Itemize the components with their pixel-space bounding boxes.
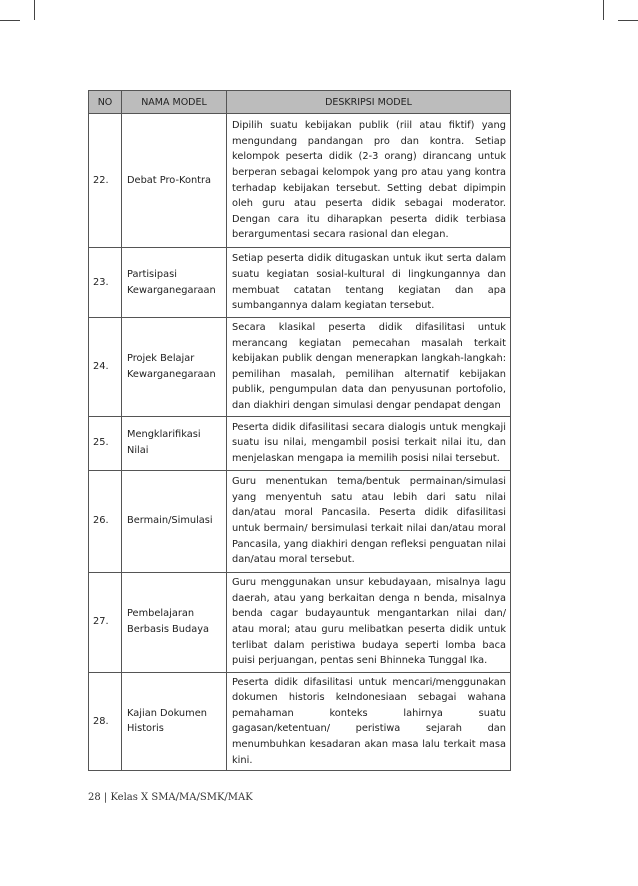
header-deskripsi-model: DESKRIPSI MODEL	[227, 91, 511, 114]
table-row	[89, 318, 511, 417]
row-number: 27.	[89, 572, 122, 672]
row-number: 25.	[89, 416, 122, 470]
model-name: Kajian Dokumen Historis	[122, 672, 227, 771]
model-name: Partisipasi Kewarganegaraan	[122, 248, 227, 318]
table-row	[89, 572, 511, 672]
model-description: Guru menentukan tema/bentuk permainan/simulasi yang menyentuh satu atau lebih dari satu nilai dan/atau moral Pancasila. Peserta didik difasilitasi untuk bermain/ bersimulasi terkait nilai dan/atau moral Pancasila, yang diakhiri dengan refleksi penguatan nilai dan/atau moral tersebut.	[227, 470, 511, 572]
model-name: Debat Pro-Kontra	[122, 114, 227, 248]
model-description: Setiap peserta didik ditugaskan untuk ikut serta dalam suatu kegiatan sosial-kultural di lingkungannya dan membuat catatan tentang kegiatan dan apa sumbangannya dalam kegiatan tersebut.	[227, 248, 511, 318]
table-row	[89, 416, 511, 470]
model-name: Projek Belajar Kewarganegaraan	[122, 318, 227, 417]
model-description: Peserta didik difasilitasi untuk mencari/menggunakan dokumen historis keIndonesiaan sebagai wahana pemahaman konteks lahirnya suatu gagasan/ketentuan/ peristiwa sejarah dan menumbuhkan kesadaran akan masa lalu terkait masa kini.	[227, 672, 511, 771]
header-nama-model: NAMA MODEL	[122, 91, 227, 114]
crop-mark-top-right-v	[603, 0, 604, 20]
table-header-row	[89, 91, 511, 114]
table-row	[89, 470, 511, 572]
crop-mark-top-right-h	[618, 20, 638, 21]
model-table	[88, 90, 511, 771]
model-name: Pembelajaran Berbasis Budaya	[122, 572, 227, 672]
row-number: 22.	[89, 114, 122, 248]
table-row	[89, 114, 511, 248]
model-description: Secara klasikal peserta didik difasilitasi untuk merancang kegiatan pemecahan masalah terkait kebijakan publik dengan menerapkan langkah-langkah: pemilihan masalah, pemilihan alternatif kebijakan publik, pengumpulan data dan penyusunan portofolio, dan diakhiri dengan simulasi dengar pendapat dengan	[227, 318, 511, 417]
model-description: Peserta didik difasilitasi secara dialogis untuk mengkaji suatu isu nilai, mengambil posisi terkait nilai itu, dan menjelaskan mengapa ia memilih posisi nilai tersebut.	[227, 416, 511, 470]
model-name: Mengklarifikasi Nilai	[122, 416, 227, 470]
page-footer: 28 | Kelas X SMA/MA/SMK/MAK	[88, 792, 253, 803]
crop-mark-top-left-v	[34, 0, 35, 20]
row-number: 24.	[89, 318, 122, 417]
row-number: 26.	[89, 470, 122, 572]
model-name: Bermain/Simulasi	[122, 470, 227, 572]
row-number: 28.	[89, 672, 122, 771]
model-description: Dipilih suatu kebijakan publik (riil atau fiktif) yang mengundang pandangan pro dan kontra. Setiap kelompok peserta didik (2-3 orang) dirancang untuk berperan sebagai kelompok yang pro atau yang kontra terhadap kebijakan tersebut. Setting debat dipimpin oleh guru atau peserta didik sebagai moderator. Dengan cara itu diharapkan peserta didik terbiasa berargumentasi secara rasional dan elegan.	[227, 114, 511, 248]
table-row	[89, 672, 511, 771]
crop-mark-top-left-h	[0, 20, 20, 21]
header-no: NO	[89, 91, 122, 114]
model-description: Guru menggunakan unsur kebudayaan, misalnya lagu daerah, atau yang berkaitan denga n benda, misalnya benda cagar budayauntuk mengantarkan nilai dan/ atau moral; atau guru melibatkan peserta didik untuk terlibat dalam peristiwa budaya seperti lomba baca puisi perjuangan, pentas seni Bhinneka Tunggal Ika.	[227, 572, 511, 672]
row-number: 23.	[89, 248, 122, 318]
table-row	[89, 248, 511, 318]
